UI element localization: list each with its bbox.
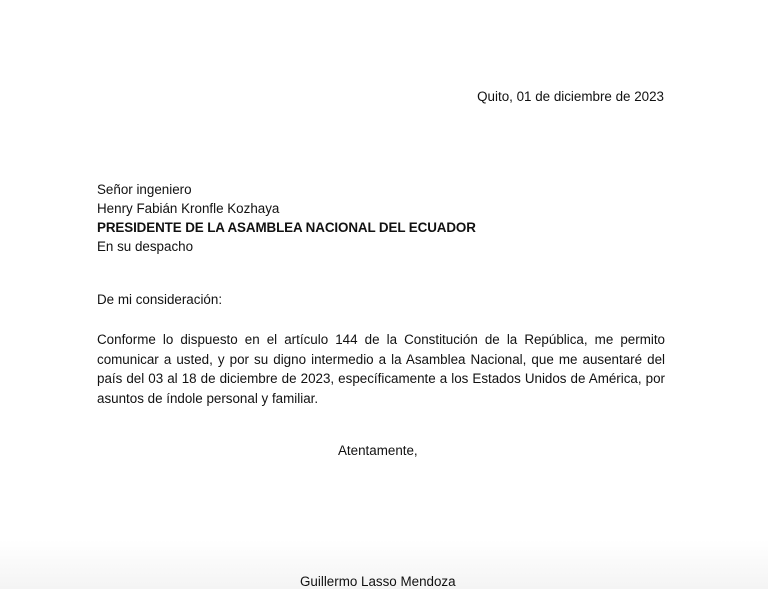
place-date: Quito, 01 de diciembre de 2023 — [477, 89, 664, 104]
recipient-salutation-title: Señor ingeniero — [97, 182, 192, 197]
recipient-block — [97, 180, 476, 256]
signatory-name: Guillermo Lasso Mendoza — [300, 574, 456, 589]
body-paragraph: Conforme lo dispuesto en el artículo 144 de la Constitución de la República, me permito comunicar a usted, y por su digno intermedio a la Asamblea Nacional, que me ausentaré del país del 03 al 18 de diciembre de 2023, específicamente a los Estados Unidos de América, por asuntos de índole personal y familiar. — [97, 332, 665, 406]
recipient-position: PRESIDENTE DE LA ASAMBLEA NACIONAL DEL ECUADOR — [97, 220, 476, 235]
closing: Atentamente, — [338, 443, 418, 458]
greeting: De mi consideración: — [97, 292, 223, 307]
recipient-location: En su despacho — [97, 239, 194, 254]
recipient-name: Henry Fabián Kronfle Kozhaya — [97, 201, 280, 216]
